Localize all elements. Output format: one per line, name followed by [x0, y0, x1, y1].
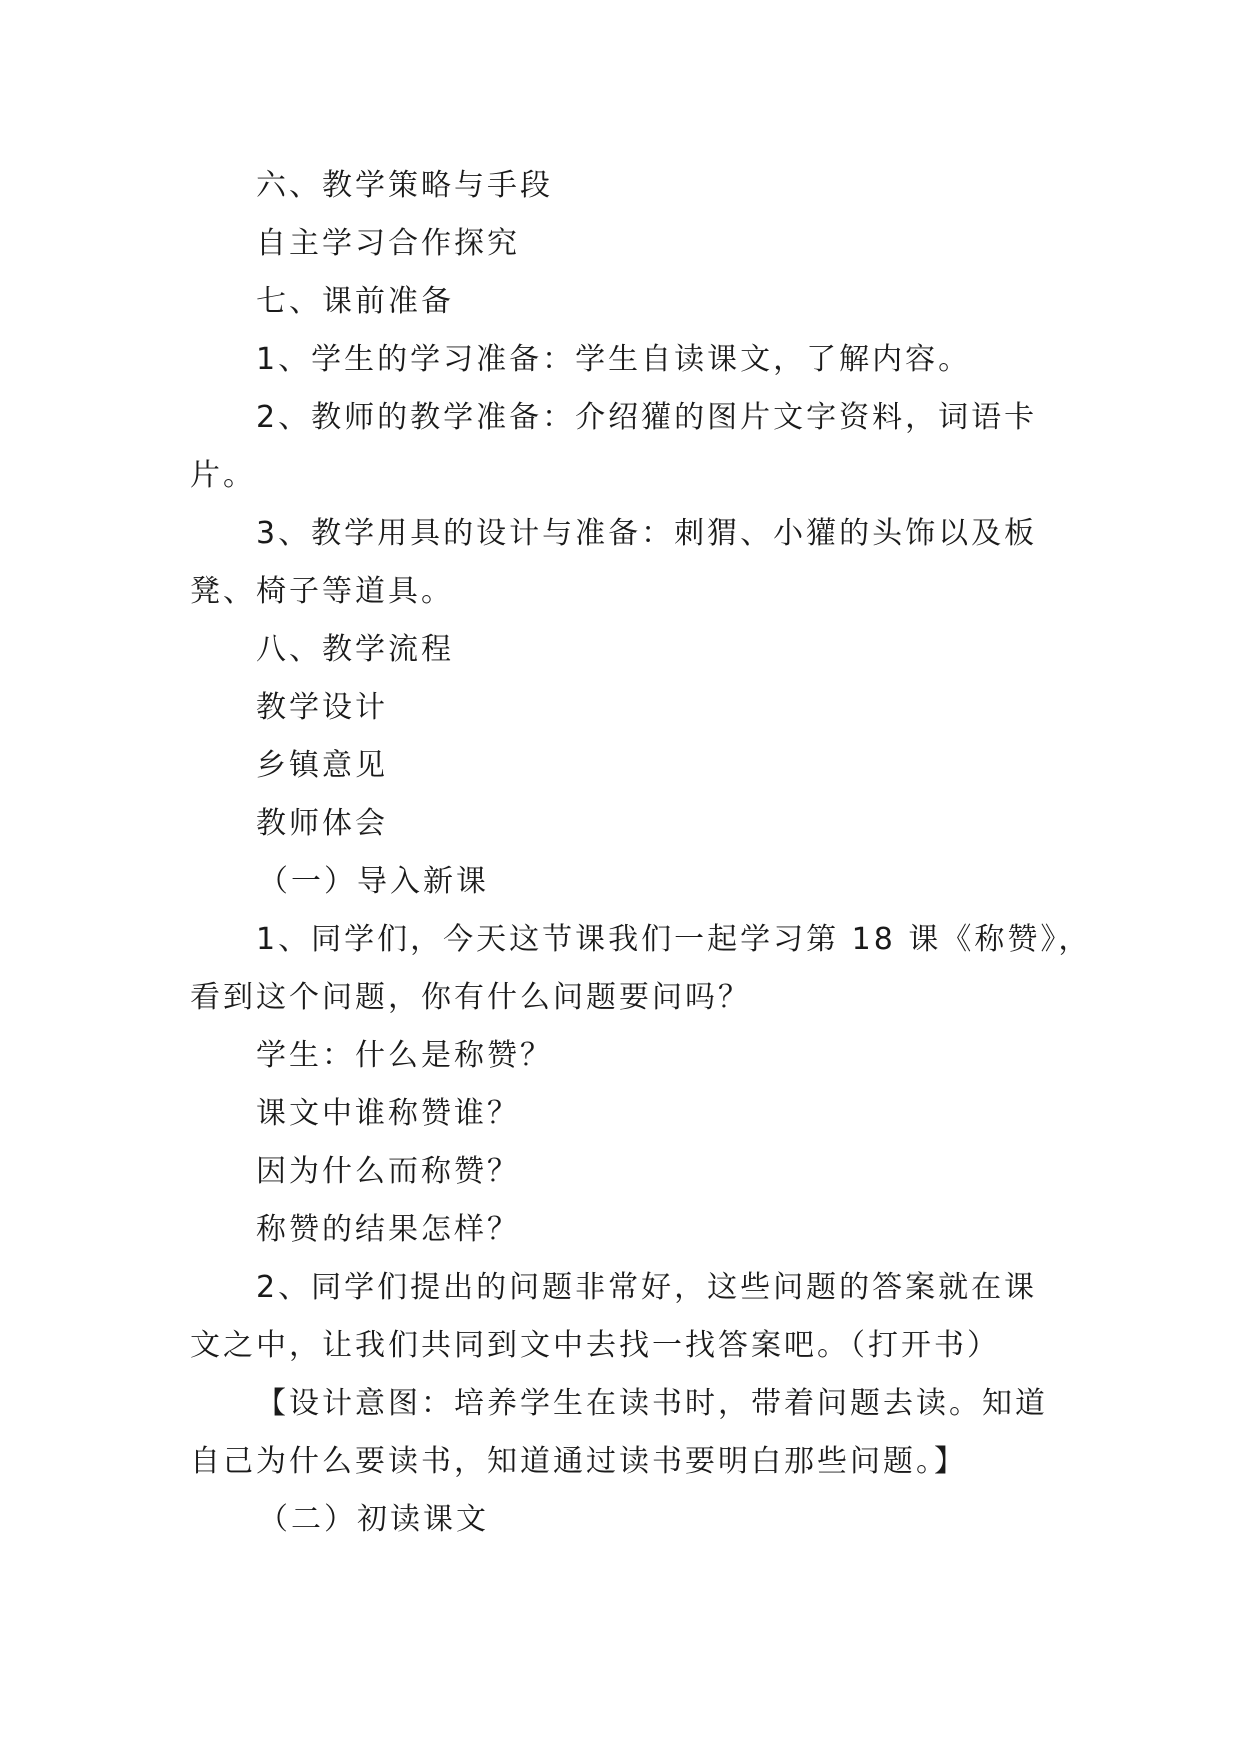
paragraph-line: 1、同学们，今天这节课我们一起学习第 18 课《称赞》， — [256, 922, 1092, 957]
paragraph-line: 自主学习合作探究 — [256, 226, 520, 261]
paragraph-line: 1、学生的学习准备：学生自读课文，了解内容。 — [256, 342, 972, 377]
paragraph-line: 2、同学们提出的问题非常好，这些问题的答案就在课 — [256, 1270, 1038, 1305]
paragraph-line: 片。 — [190, 458, 256, 493]
subsection-heading-first-reading: （二）初读课文 — [258, 1502, 489, 1537]
paragraph-line: 课文中谁称赞谁？ — [256, 1096, 520, 1131]
section-heading-teaching-strategy: 六、教学策略与手段 — [256, 168, 553, 203]
paragraph-line: 教师体会 — [256, 806, 388, 841]
paragraph-line: 称赞的结果怎样？ — [256, 1212, 520, 1247]
paragraph-line: 学生：什么是称赞？ — [256, 1038, 553, 1073]
paragraph-line: 因为什么而称赞？ — [256, 1154, 520, 1189]
paragraph-line: 凳、椅子等道具。 — [190, 574, 454, 609]
paragraph-line: 乡镇意见 — [256, 748, 388, 783]
design-intent-note: 【设计意图：培养学生在读书时，带着问题去读。知道 — [256, 1386, 1048, 1421]
paragraph-line: 3、教学用具的设计与准备：刺猬、小獾的头饰以及板 — [256, 516, 1038, 551]
paragraph-line: 看到这个问题，你有什么问题要问吗？ — [190, 980, 751, 1015]
section-heading-teaching-flow: 八、教学流程 — [256, 632, 454, 667]
paragraph-line: 2、教师的教学准备：介绍獾的图片文字资料，词语卡 — [256, 400, 1038, 435]
design-intent-note: 自己为什么要读书，知道通过读书要明白那些问题。】 — [190, 1444, 967, 1479]
subsection-heading-intro: （一）导入新课 — [258, 864, 489, 899]
paragraph-line: 教学设计 — [256, 690, 388, 725]
section-heading-preparation: 七、课前准备 — [256, 284, 454, 319]
paragraph-line: 文之中，让我们共同到文中去找一找答案吧。（打开书） — [190, 1328, 1000, 1363]
